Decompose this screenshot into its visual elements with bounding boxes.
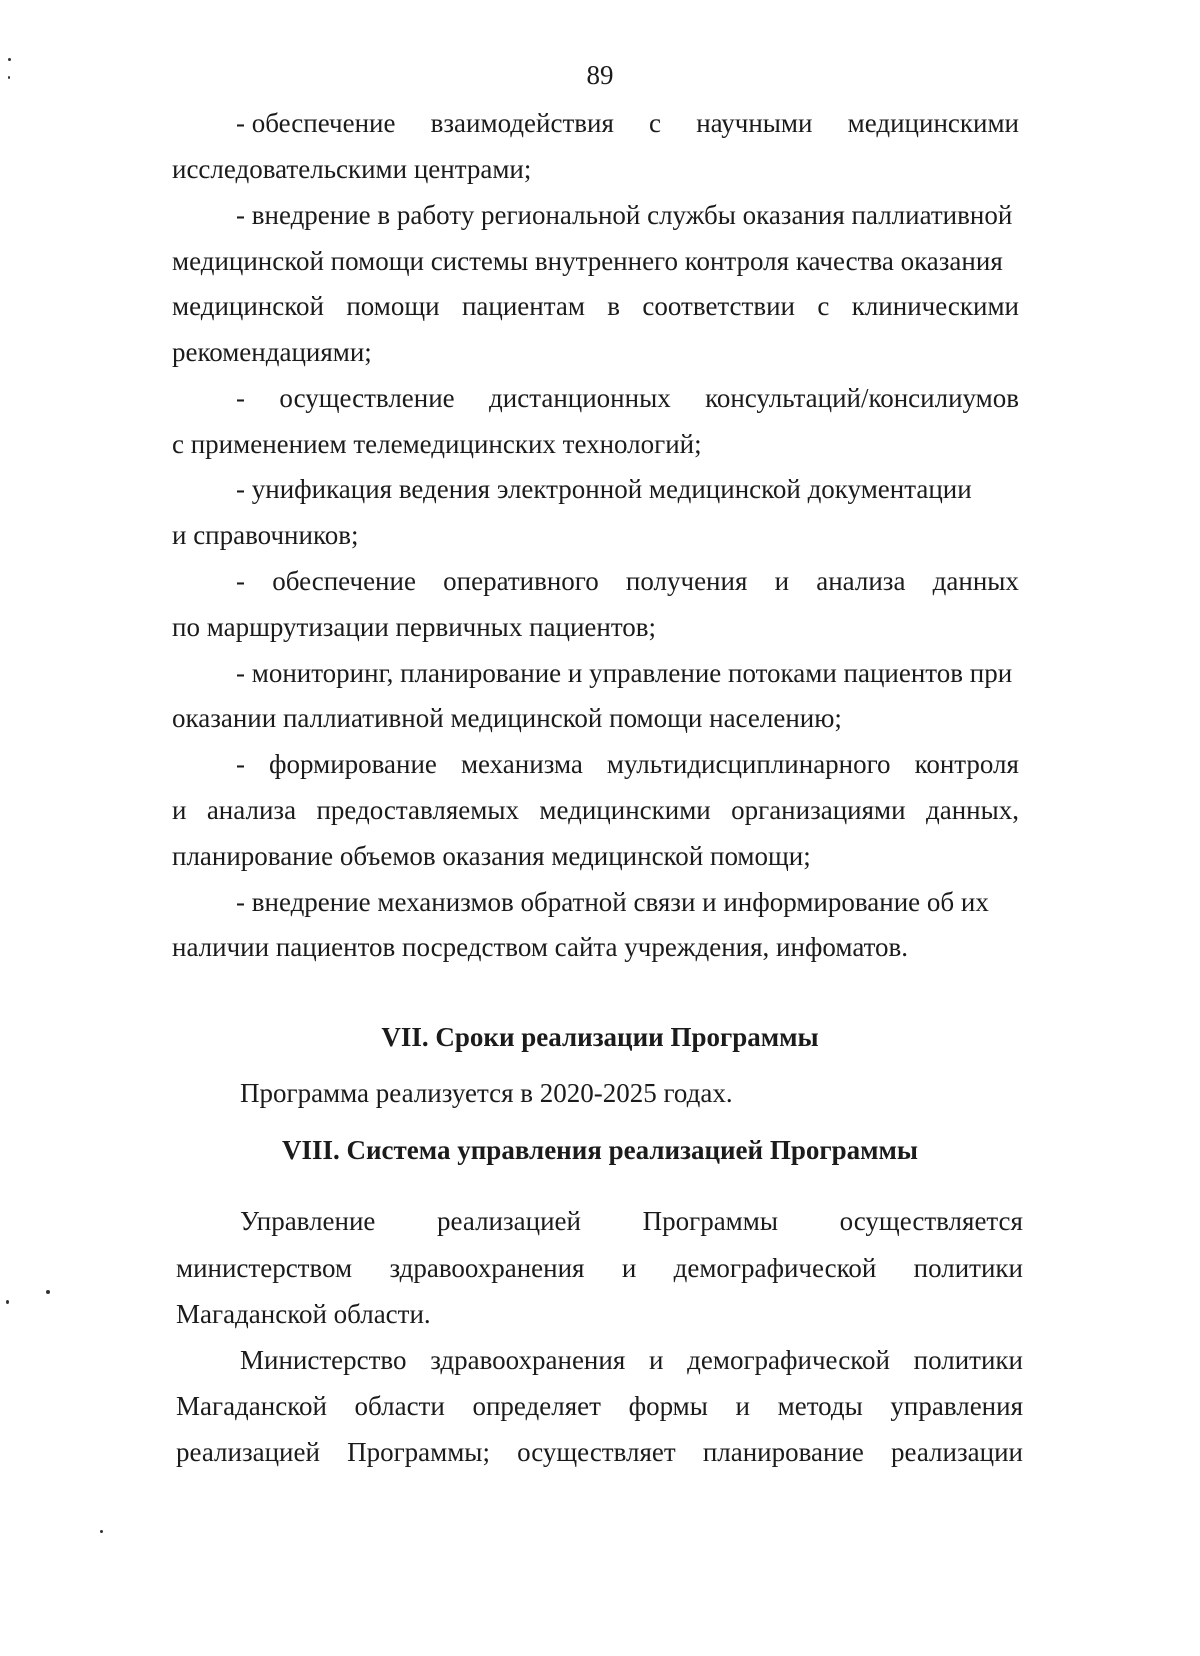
word: министерством <box>176 1253 353 1283</box>
word: данных, <box>925 795 1019 825</box>
text-line: - мониторинг, планирование и управление потоками пациентов при <box>236 658 1013 688</box>
text-line: и справочников; <box>172 520 359 550</box>
word: Министерство <box>240 1345 407 1375</box>
word: организациями <box>731 795 906 825</box>
text-line <box>236 380 1019 416</box>
word: планирование <box>702 1437 864 1467</box>
word: соответствии <box>642 291 795 321</box>
word: Управление <box>240 1206 376 1236</box>
word: - <box>236 566 245 596</box>
word: политики <box>913 1345 1023 1375</box>
scan-speck <box>6 1300 9 1304</box>
text-line: планирование объемов оказания медицинской помощи; <box>172 841 811 871</box>
word: данных <box>932 566 1019 596</box>
word: осуществляется <box>839 1206 1023 1236</box>
word: медицинскими <box>539 795 711 825</box>
word: контроля <box>914 749 1019 779</box>
word: - <box>236 383 245 413</box>
word: демографической <box>673 1253 877 1283</box>
word: с <box>649 108 662 138</box>
word: здравоохранения <box>389 1253 585 1283</box>
scan-speck <box>100 1530 103 1533</box>
word: здравоохранения <box>430 1345 626 1375</box>
text-line <box>236 563 1019 599</box>
word: клиническими <box>851 291 1019 321</box>
word: и <box>172 795 187 825</box>
word: осуществление <box>279 383 455 413</box>
text-line: - внедрение механизмов обратной связи и информирование об их <box>236 887 989 917</box>
text-line <box>172 792 1019 828</box>
section-body: Программа реализуется в 2020-2025 годах. <box>240 1078 733 1108</box>
text-line <box>240 1203 1023 1239</box>
word: и <box>735 1391 750 1421</box>
word: Программы <box>642 1206 778 1236</box>
word: демографической <box>687 1345 890 1375</box>
text-line <box>176 1250 1023 1286</box>
word: получения <box>625 566 748 596</box>
word: и <box>648 1345 664 1375</box>
word: с <box>817 291 830 321</box>
word: медицинскими <box>847 108 1019 138</box>
text-line: оказании паллиативной медицинской помощи населению; <box>172 703 842 733</box>
word: реализацией <box>176 1437 320 1467</box>
word: помощи <box>346 291 440 321</box>
word: осуществляет <box>517 1437 676 1467</box>
page-number: 89 <box>586 60 614 90</box>
word: формирование <box>269 749 437 779</box>
word: взаимодействия <box>430 108 614 138</box>
text-line: наличии пациентов посредством сайта учреждения, инфоматов. <box>172 932 909 962</box>
text-line: медицинской помощи системы внутреннего контроля качества оказания <box>172 246 1003 276</box>
text-line <box>236 105 1019 141</box>
word: - <box>236 749 245 779</box>
text-line <box>176 1434 1023 1470</box>
word: определяет <box>472 1391 601 1421</box>
text-line <box>176 1388 1023 1424</box>
word: Программы; <box>347 1437 490 1467</box>
word: предоставляемых <box>316 795 520 825</box>
word: и <box>774 566 790 596</box>
word: мультидисциплинарного <box>606 749 891 779</box>
section-heading: VIII. Система управления реализацией Программы <box>281 1135 919 1165</box>
word: медицинской <box>172 291 324 321</box>
word: политики <box>913 1253 1023 1283</box>
text-line: Магаданской области. <box>176 1299 431 1329</box>
text-line: исследовательскими центрами; <box>172 154 532 184</box>
word: управления <box>890 1391 1023 1421</box>
word: механизма <box>460 749 583 779</box>
word: пациентам <box>461 291 585 321</box>
word: анализа <box>816 566 906 596</box>
word: реализацией <box>437 1206 581 1236</box>
word: анализа <box>206 795 297 825</box>
word: формы <box>628 1391 708 1421</box>
word: консультаций/консилиумов <box>705 383 1019 413</box>
text-line <box>172 288 1019 324</box>
text-line: - унификация ведения электронной медицинской документации <box>236 474 972 504</box>
word: методы <box>777 1391 863 1421</box>
text-line <box>240 1342 1023 1378</box>
scan-speck <box>8 58 11 61</box>
word: и <box>621 1253 637 1283</box>
text-line: - внедрение в работу региональной службы оказания паллиативной <box>236 200 1013 230</box>
word: в <box>607 291 621 321</box>
section-heading: VII. Сроки реализации Программы <box>381 1022 819 1052</box>
word: оперативного <box>443 566 599 596</box>
word: - обеспечение <box>236 108 396 138</box>
text-line <box>236 746 1019 782</box>
word: обеспечение <box>272 566 416 596</box>
word: научными <box>696 108 813 138</box>
text-line: рекомендациями; <box>172 337 372 367</box>
word: Магаданской <box>176 1391 327 1421</box>
text-line: с применением телемедицинских технологий; <box>172 429 702 459</box>
text-line: по маршрутизации первичных пациентов; <box>172 612 657 642</box>
scan-speck <box>8 76 10 79</box>
word: реализации <box>891 1437 1023 1467</box>
word: дистанционных <box>489 383 671 413</box>
word: области <box>354 1391 445 1421</box>
scan-speck <box>46 1290 50 1294</box>
